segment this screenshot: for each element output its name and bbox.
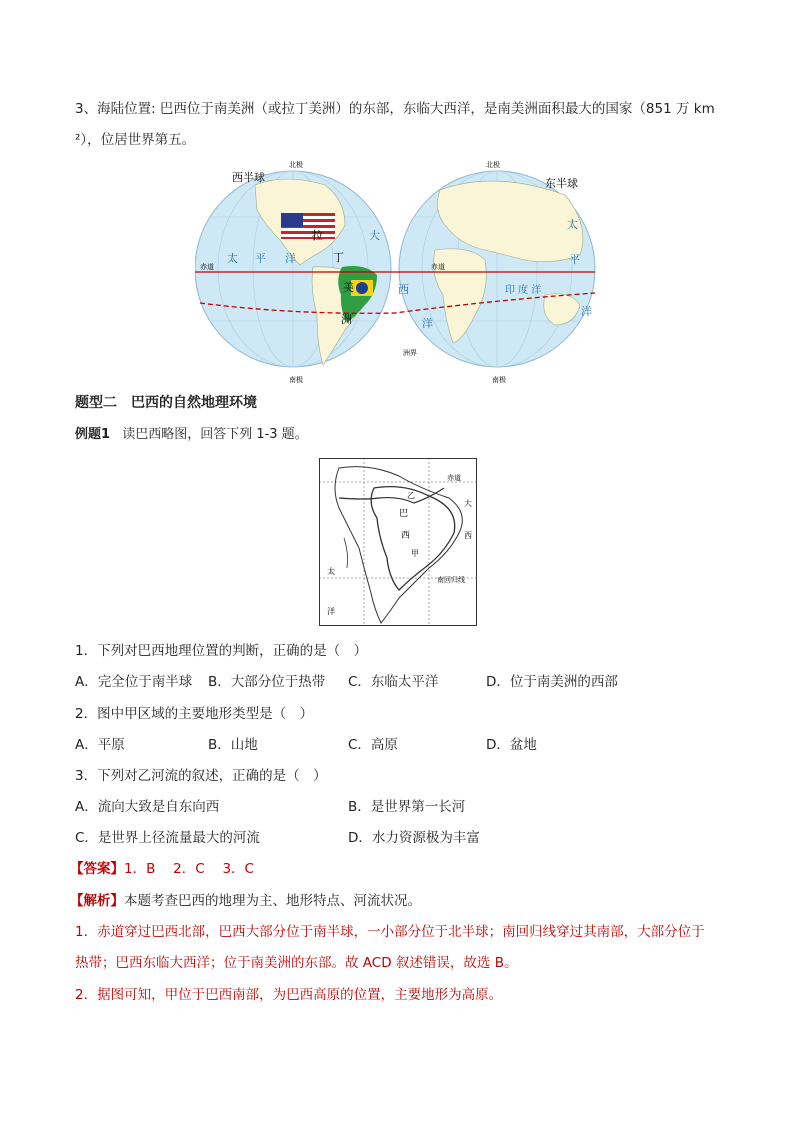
south-pole-west: 南极 <box>289 376 303 384</box>
example-text: 读巴西略图，回答下列 1-3 题。 <box>122 427 308 442</box>
analysis-p1-line1: 1．赤道穿过巴西北部，巴西大部分位于南半球，一小部分位于北半球；南回归线穿过其南部，大部分位于 <box>75 924 705 940</box>
analysis-p2: 2．据图可知，甲位于巴西南部，为巴西高原的位置，主要地形为高原。 <box>75 987 503 1003</box>
label-yang: 洋 <box>327 607 335 616</box>
q1-option-c: C．东临太平洋 <box>348 674 439 690</box>
q2-option-c: C．高原 <box>348 737 398 753</box>
label-xiy: 西 <box>464 531 472 540</box>
brazil-sketch-map <box>319 458 477 626</box>
north-pole-east: 北极 <box>486 161 500 169</box>
analysis-label: 【解析】 <box>70 893 124 909</box>
pacific-west-char-1: 太 <box>227 252 238 265</box>
example-line <box>75 425 308 445</box>
analysis-text: 本题考查巴西的地理为主、地形特点、河流状况。 <box>124 893 421 909</box>
label-xi: 西 <box>401 531 411 541</box>
q3-option-c: C．是世界上径流量最大的河流 <box>75 830 260 846</box>
answer-line <box>70 859 254 879</box>
q1-stem: 1．下列对巴西地理位置的判断，正确的是（ ） <box>75 643 368 659</box>
equator-label-east: 赤道 <box>431 263 445 271</box>
label-tai: 太 <box>327 567 335 576</box>
label-yi: 乙 <box>407 491 415 500</box>
analysis-p1-line2: 热带；巴西东临大西洋；位于南美洲的东部。故 ACD 叙述错误，故选 B。 <box>75 955 518 971</box>
q3-option-a: A．流向大致是自东向西 <box>75 799 220 815</box>
intro-line-1: 3、海陆位置: 巴西位于南美洲（或拉丁美洲）的东部，东临大西洋，是南美洲面积最大的国家（851 万 km <box>75 101 715 117</box>
q3-option-b: B．是世界第一长河 <box>348 799 466 815</box>
analysis-line <box>70 891 421 911</box>
q1-option-b: B．大部分位于热带 <box>208 674 326 690</box>
usa-flag <box>281 213 335 239</box>
intro-line-2: ²），位居世界第五。 <box>75 132 196 148</box>
tropic-mark: 南回归线 <box>437 576 465 584</box>
q2-option-a: A．平原 <box>75 737 125 753</box>
section-heading: 题型二 巴西的自然地理环境 <box>75 395 257 411</box>
west-hemisphere-label: 西半球 <box>232 171 265 184</box>
q1-option-a: A．完全位于南半球 <box>75 674 193 690</box>
q2-option-d: D．盆地 <box>486 737 537 753</box>
q2-option-b: B．山地 <box>208 737 258 753</box>
pacific-east-char-2: 平 <box>569 253 580 266</box>
q1-option-d: D．位于南美洲的西部 <box>486 674 618 690</box>
answer-text: 1．B 2．C 3．C <box>124 861 254 877</box>
brazil-flag-globe <box>356 282 368 294</box>
pacific-west-char-2: 平 <box>255 252 266 265</box>
q3-option-d: D．水力资源极为丰富 <box>348 830 480 846</box>
label-da: 大 <box>464 499 472 508</box>
north-pole-west: 北极 <box>289 161 303 169</box>
south-pole-east: 南极 <box>492 376 506 384</box>
q3-stem: 3．下列对乙河流的叙述，正确的是（ ） <box>75 768 327 784</box>
q2-stem: 2．图中甲区域的主要地形类型是（ ） <box>75 706 314 722</box>
pacific-east-char-1: 太 <box>567 218 578 231</box>
atlantic-char-1: 大 <box>369 229 380 242</box>
latin-char-3: 美 <box>343 281 354 294</box>
world-hemispheres-map <box>195 155 600 385</box>
pacific-west-char-3: 洋 <box>285 252 296 265</box>
east-hemisphere-label: 东半球 <box>545 177 578 190</box>
equator-label-west: 赤道 <box>200 263 214 271</box>
label-jia: 甲 <box>411 549 419 558</box>
pacific-east-char-3: 洋 <box>581 305 592 318</box>
example-label: 例题1 <box>75 427 111 442</box>
answer-label: 【答案】 <box>70 861 124 877</box>
latin-char-1: 拉 <box>312 229 323 242</box>
atlantic-char-3: 洋 <box>422 317 433 330</box>
boundary-label: 洲界 <box>403 349 417 357</box>
label-ba: 巴 <box>399 509 409 519</box>
atlantic-char-2: 西 <box>398 283 409 296</box>
latin-char-4: 洲 <box>341 313 352 326</box>
indian-ocean-label: 印 度 洋 <box>505 285 542 296</box>
equator-mark: 赤道 <box>447 474 461 482</box>
latin-char-2: 丁 <box>333 251 344 264</box>
